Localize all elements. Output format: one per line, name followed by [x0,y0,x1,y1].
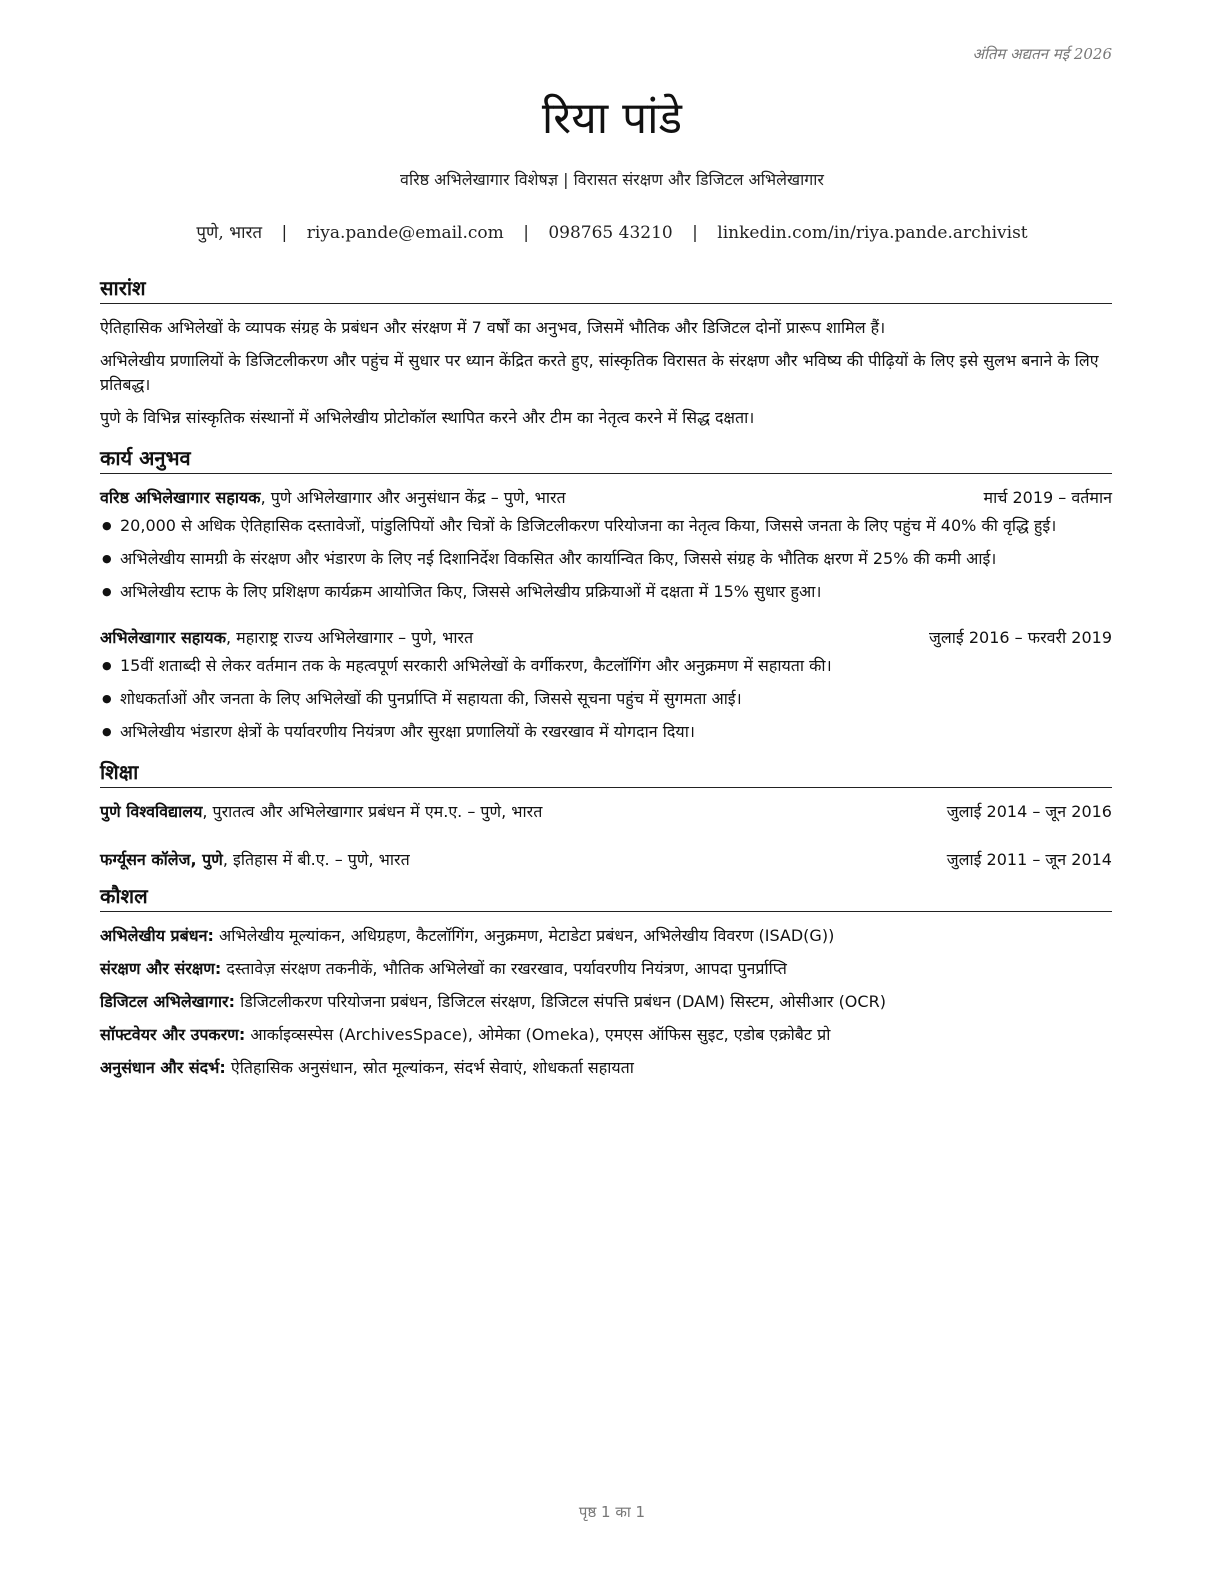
job-role: अभिलेखागार सहायक [100,628,226,647]
skill-line [100,990,1112,1014]
summary-paragraph: अभिलेखीय प्रणालियों के डिजिटलीकरण और पहुंच में सुधार पर ध्यान केंद्रित करते हुए, सांस्कृतिक विरासत के संरक्षण और भविष्य की पीढ़ियों के लिए इसे सुलभ बनाने के लिए प्रतिबद्ध। [100,351,1099,394]
job-bullets [100,514,1112,604]
skill-value: दस्तावेज़ संरक्षण तकनीकें, भौतिक अभिलेखों का रखरखाव, पर्यावरणीय नियंत्रण, आपदा पुनर्प्राप्ति [221,959,787,978]
job-bullets [100,654,1112,744]
job-org: , महाराष्ट्र राज्य अभिलेखागार – पुणे, भारत [226,628,474,647]
skill-line [100,957,1112,981]
job-org: , पुणे अभिलेखागार और अनुसंधान केंद्र – पुणे, भारत [260,488,566,507]
contact-separator: | [692,223,698,243]
job-date: जुलाई 2016 – फरवरी 2019 [929,628,1112,647]
skill-label: सॉफ्टवेयर और उपकरण: [100,1025,246,1044]
education-item [100,800,1112,824]
job-title-line [100,626,473,650]
job-header [100,486,1112,510]
contact-separator: | [523,223,529,243]
education-item [100,848,1112,872]
education-school: पुणे विश्वविद्यालय [100,802,203,821]
skill-line [100,1023,1112,1047]
education-line [100,848,410,872]
contact-linkedin[interactable]: linkedin.com/in/riya.pande.archivist [717,223,1028,243]
resume-content [100,268,1112,1089]
skill-label: संरक्षण और संरक्षण: [100,959,222,978]
education-date: जुलाई 2014 – जून 2016 [946,802,1112,821]
skill-line [100,1056,1112,1080]
skill-value: अभिलेखीय मूल्यांकन, अधिग्रहण, कैटलॉगिंग, अनुक्रमण, मेटाडेटा प्रबंधन, अभिलेखीय विवरण (ISAD(G)) [213,926,835,945]
list-item: ● अभिलेखीय भंडारण क्षेत्रों के पर्यावरणीय नियंत्रण और सुरक्षा प्रणालियों के रखरखाव में योगदान दिया। [100,720,1112,744]
tagline: वरिष्ठ अभिलेखागार विशेषज्ञ | विरासत संरक्षण और डिजिटल अभिलेखागार [400,170,824,189]
section-title-summary: सारांश [100,274,1112,304]
list-item: ● 15वीं शताब्दी से लेकर वर्तमान तक के महत्वपूर्ण सरकारी अभिलेखों के वर्गीकरण, कैटलॉगिंग और अनुक्रमण में सहायता की। [100,654,1112,678]
skill-value: आर्काइव्सस्पेस (ArchivesSpace), ओमेका (Omeka), एमएस ऑफिस सुइट, एडोब एक्रोबैट प्रो [245,1025,831,1044]
section-title-education: शिक्षा [100,758,1112,788]
skill-value: ऐतिहासिक अनुसंधान, स्रोत मूल्यांकन, संदर्भ सेवाएं, शोधकर्ता सहायता [225,1058,634,1077]
list-item: ● अभिलेखीय सामग्री के संरक्षण और भंडारण के लिए नई दिशानिर्देश विकसित और कार्यान्वित किए, जिससे संग्रह के भौतिक क्षरण में 25% की कमी आई। [100,547,1112,571]
education-school: फर्ग्यूसन कॉलेज, पुणे [100,850,223,869]
candidate-name: रिया पांडे [541,93,683,144]
contact-line [0,220,1224,243]
contact-email[interactable]: riya.pande@email.com [306,223,504,243]
skill-label: अनुसंधान और संदर्भ: [100,1058,226,1077]
education-line [100,800,542,824]
section-title-skills: कौशल [100,882,1112,912]
education-detail: , इतिहास में बी.ए. – पुणे, भारत [222,850,410,869]
contact-location: पुणे, भारत [196,223,263,243]
contact-phone: 098765 43210 [548,223,673,243]
list-item: ● 20,000 से अधिक ऐतिहासिक दस्तावेजों, पांडुलिपियों और चित्रों के डिजिटलीकरण परियोजना का नेतृत्व किया, जिससे जनता के लिए पहुंच में 40% की वृद्धि हुई। [100,514,1112,538]
section-title-experience: कार्य अनुभव [100,444,1112,474]
list-item: ● अभिलेखीय स्टाफ के लिए प्रशिक्षण कार्यक्रम आयोजित किए, जिससे अभिलेखीय प्रक्रियाओं में दक्षता में 15% सुधार हुआ। [100,580,1112,604]
last-updated: अंतिम अद्यतन मई 2026 [972,45,1112,63]
job-title-line [100,486,566,510]
page-number: पृष्ठ 1 का 1 [578,1503,646,1521]
summary-paragraph: ऐतिहासिक अभिलेखों के व्यापक संग्रह के प्रबंधन और संरक्षण में 7 वर्षों का अनुभव, जिसमें भौतिक और डिजिटल दोनों प्रारूप शामिल हैं। [100,318,886,337]
skill-value: डिजिटलीकरण परियोजना प्रबंधन, डिजिटल संरक्षण, डिजिटल संपत्ति प्रबंधन (DAM) सिस्टम, ओसीआर (OCR) [235,992,886,1011]
contact-separator: | [281,223,288,243]
skill-label: अभिलेखीय प्रबंधन: [100,926,214,945]
summary-paragraph: पुणे के विभिन्न सांस्कृतिक संस्थानों में अभिलेखीय प्रोटोकॉल स्थापित करने और टीम का नेतृत्व करने में सिद्ध दक्षता। [100,408,755,427]
job-header [100,626,1112,650]
job-date: मार्च 2019 – वर्तमान [983,488,1112,507]
job-role: वरिष्ठ अभिलेखागार सहायक [100,488,261,507]
list-item: ● शोधकर्ताओं और जनता के लिए अभिलेखों की पुनर्प्राप्ति में सहायता की, जिससे सूचना पहुंच में सुगमता आई। [100,687,1112,711]
skill-line [100,924,1112,948]
education-date: जुलाई 2011 – जून 2014 [946,850,1112,869]
education-detail: , पुरातत्व और अभिलेखागार प्रबंधन में एम.ए. – पुणे, भारत [202,802,543,821]
skill-label: डिजिटल अभिलेखागार: [100,992,235,1011]
